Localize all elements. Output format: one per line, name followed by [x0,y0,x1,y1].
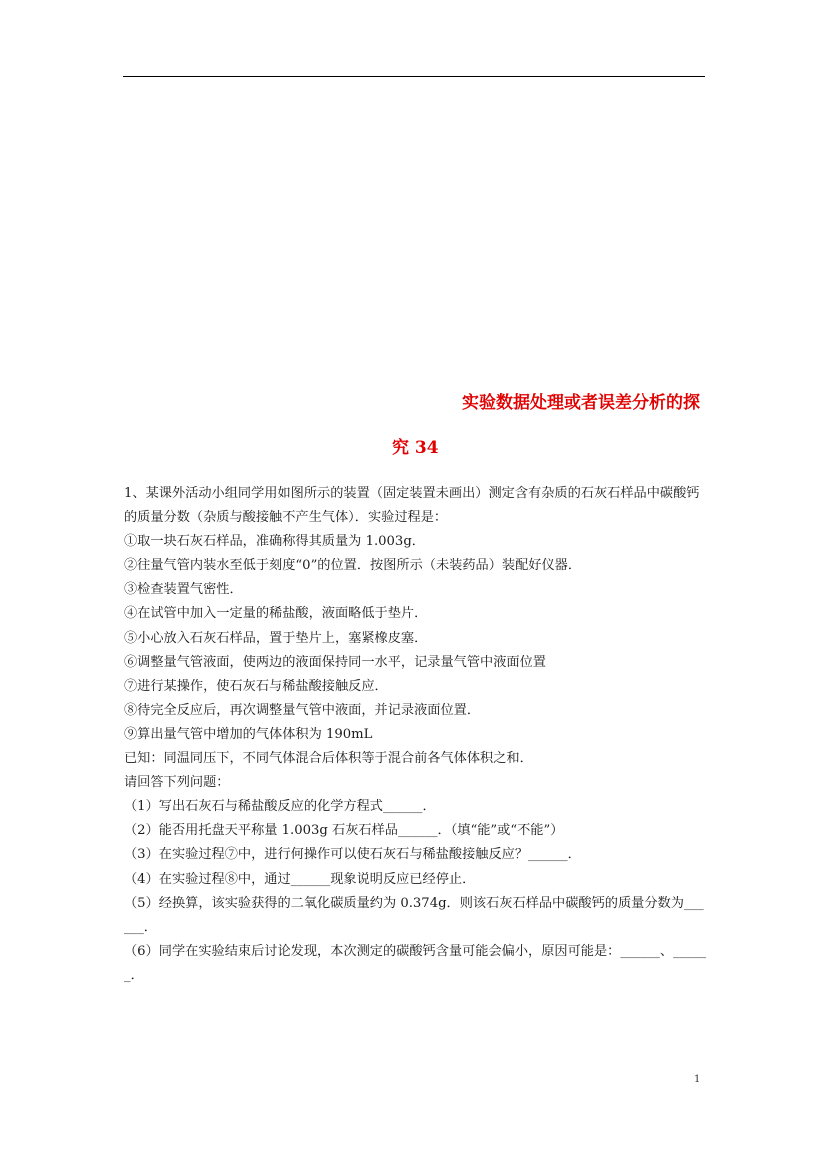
step-7: ⑦进行某操作，使石灰石与稀盐酸接触反应． [124,678,388,694]
subquestion-6: （6）同学在实验结束后讨论发现，本次测定的碳酸钙含量可能会偏小，原因可能是：______、______． [124,943,707,983]
step-4: ④在试管中加入一定量的稀盐酸，液面略低于垫片． [124,606,428,622]
step-2: ②往量气管内装水至低于刻度“0”的位置．按图所示（未装药品）装配好仪器． [124,558,582,574]
known-condition: 已知：同温同压下，不同气体混合后体积等于混合前各气体体积之和． [124,751,533,767]
subquestion-2: （2）能否用托盘天平称量 1.003g 石灰石样品______．（填“能”或“不能”） [124,823,564,839]
step-8: ⑧待完全反应后，再次调整量气管中液面，并记录液面位置． [124,702,481,718]
step-5: ⑤小心放入石灰石样品，置于垫片上，塞紧橡皮塞． [124,630,428,646]
subquestion-1: （1）写出石灰石与稀盐酸反应的化学方程式______． [124,799,436,815]
subquestion-3: （3）在实验过程⑦中，进行何操作可以使石灰石与稀盐酸接触反应？______． [124,847,581,863]
question-body [124,482,708,988]
answer-prompt: 请回答下列问题： [124,775,230,791]
step-6: ⑥调整量气管液面，使两边的液面保持同一水平，记录量气管中液面位置 [124,654,546,670]
step-1: ①取一块石灰石样品，准确称得其质量为 1.003g． [124,534,425,550]
subquestion-4: （4）在实验过程⑧中，通过______现象说明反应已经停止． [124,871,476,887]
step-9: ⑨算出量气管中增加的气体体积为 190mL [124,726,373,742]
header-rule [123,76,705,77]
question-intro: 1、某课外活动小组同学用如图所示的装置（固定装置未画出）测定含有杂质的石灰石样品中碳酸钙的质量分数（杂质与酸接触不产生气体）．实验过程是： [124,486,700,526]
document-title-line-1: 实验数据处理或者误差分析的探 [462,393,700,413]
step-3: ③检查装置气密性． [124,582,243,598]
page-number: 1 [694,1074,701,1085]
subquestion-5: （5）经换算，该实验获得的二氧化碳质量约为 0.374g．则该石灰石样品中碳酸钙的质量分数为______． [124,895,704,935]
document-title-line-2: 究 34 [392,438,439,458]
